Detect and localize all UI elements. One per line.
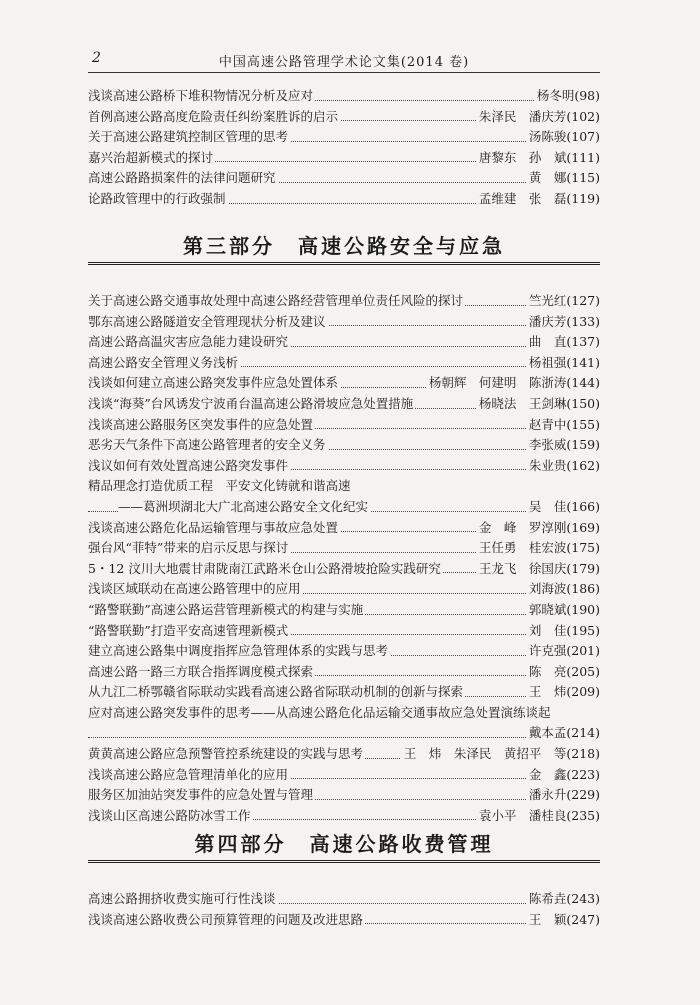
entry-title: 浅谈高速公路危化品运输管理与事故应急处置: [88, 518, 340, 539]
section-heading-4: [88, 828, 600, 862]
toc-entry[interactable]: [88, 806, 600, 827]
toc-entry[interactable]: [88, 682, 600, 703]
toc-entry[interactable]: [88, 456, 600, 477]
toc-entry[interactable]: [88, 394, 600, 415]
entry-page: (209): [566, 684, 600, 700]
entry-title: 高速公路拥挤收费实施可行性浅谈: [88, 889, 278, 910]
entry-author: 赵青中: [528, 416, 567, 432]
entry-page: (195): [566, 622, 600, 638]
entry-title: 嘉兴治超新模式的探讨: [88, 148, 215, 169]
toc-entry[interactable]: [88, 744, 600, 765]
entry-author: 王任勇 桂宏波: [478, 540, 567, 556]
entry-page: (247): [566, 911, 600, 927]
entry-author: 戴本孟: [528, 725, 567, 741]
entry-page: (111): [566, 149, 600, 165]
entry-title: 浅谈区域联动在高速公路管理中的应用: [88, 579, 303, 600]
entry-page: (133): [566, 313, 600, 329]
entry-page: (155): [566, 416, 600, 432]
entry-page: (162): [566, 457, 600, 473]
entry-author: 袁小平 潘桂良: [478, 807, 567, 823]
entry-author: 王 颖: [528, 911, 567, 927]
toc-entry[interactable]: [88, 312, 600, 333]
entry-title: 首例高速公路高度危险责任纠纷案胜诉的启示: [88, 107, 340, 128]
entry-author: 曲 直: [528, 334, 567, 350]
section-title: 第四部分 高速公路收费管理: [194, 832, 494, 856]
toc-entry[interactable]: [88, 148, 600, 169]
entry-author: 郭晓斌: [528, 601, 567, 617]
entry-title: ——葛洲坝湖北大广北高速公路安全文化纪实: [118, 497, 370, 518]
toc-entry[interactable]: [88, 641, 600, 662]
entry-title: 5・12 汶川大地震甘肃陇南江武路米仓山公路滑坡抢险实践研究: [88, 559, 443, 580]
entry-author: 竺光红: [528, 293, 567, 308]
entry-page: (235): [566, 807, 600, 823]
toc-entry[interactable]: [88, 703, 600, 724]
entry-title: 恶劣天气条件下高速公路管理者的安全义务: [88, 435, 328, 456]
toc-entry[interactable]: [88, 189, 600, 210]
entry-title: 关于高速公路建筑控制区管理的思考: [88, 127, 290, 148]
toc-entry[interactable]: [88, 291, 600, 312]
entry-author: 杨祖强: [528, 354, 567, 370]
entry-author: 王龙飞 徐国庆: [478, 560, 567, 576]
entry-author: 金 鑫: [528, 766, 567, 782]
entry-page: (175): [566, 540, 600, 556]
entry-author: 刘 佳: [528, 622, 567, 638]
entry-author: 刘海波: [528, 581, 567, 597]
entry-author: 许克强: [528, 643, 567, 659]
section-title: 第三部分 高速公路安全与应急: [183, 234, 505, 258]
entry-author: 王 炜: [528, 684, 567, 700]
entry-page: (107): [566, 129, 600, 145]
entry-page: (205): [566, 663, 600, 679]
entry-author: 孟维建 张 磊: [478, 190, 567, 206]
toc-entry[interactable]: [88, 168, 600, 189]
entry-page: (144): [566, 375, 600, 391]
entry-title: 浅谈山区高速公路防冰雪工作: [88, 806, 253, 827]
entry-title: 应对高速公路突发事件的思考——从高速公路危化品运输交通事故应急处置演练谈起: [88, 703, 553, 724]
toc-entry[interactable]: [88, 353, 600, 374]
entry-page: (98): [574, 88, 600, 103]
entry-page: (115): [566, 170, 600, 186]
page-header: [88, 50, 600, 73]
entry-page: (223): [566, 766, 600, 782]
entry-page: (214): [566, 725, 600, 741]
toc-entry[interactable]: [88, 910, 600, 931]
entry-page: (137): [566, 334, 600, 350]
entry-page: (229): [566, 787, 600, 803]
toc-entry[interactable]: [88, 538, 600, 559]
entry-title: 浅议如何有效处置高速公路突发事件: [88, 456, 290, 477]
toc-entry[interactable]: [88, 785, 600, 806]
entry-title: “路警联勤”打造平安高速管理新模式: [88, 621, 290, 642]
entry-page: (102): [566, 108, 600, 124]
entry-author: 朱业贵: [528, 457, 567, 473]
entry-title: 浅谈如何建立高速公路突发事件应急处置体系: [88, 373, 340, 394]
toc-entry[interactable]: [88, 476, 600, 497]
entry-page: (169): [566, 519, 600, 535]
entry-title: 浅谈高速公路服务区突发事件的应急处置: [88, 415, 315, 436]
entry-title: 服务区加油站突发事件的应急处置与管理: [88, 785, 315, 806]
toc-entry[interactable]: [88, 662, 600, 683]
toc-group-3: [88, 291, 600, 826]
entry-title: 浅谈高速公路桥下堆积物情况分析及应对: [88, 86, 315, 107]
entry-author: 金 峰 罗淳刚: [478, 519, 567, 535]
toc-entry[interactable]: [88, 889, 600, 910]
entry-title: 强台风“菲特”带来的启示反思与探讨: [88, 538, 290, 559]
entry-page: (159): [566, 437, 600, 453]
entry-title: 黄黄高速公路应急预警管控系统建设的实践与思考: [88, 744, 365, 765]
entry-author: 杨冬明: [536, 88, 575, 103]
entry-title: 浅谈高速公路收费公司预算管理的问题及改进思路: [88, 910, 365, 931]
entry-title: 论路政管理中的行政强制: [88, 189, 228, 210]
toc-entry[interactable]: [88, 435, 600, 456]
entry-page: (166): [566, 498, 600, 514]
toc-entry[interactable]: [88, 415, 600, 436]
toc-entry[interactable]: [88, 579, 600, 600]
entry-page: (186): [566, 581, 600, 597]
entry-author: 潘庆芳: [528, 313, 567, 329]
entry-author: 黄 娜: [528, 170, 567, 186]
entry-title: 从九江二桥鄂赣省际联动实践看高速公路省际联动机制的创新与探索: [88, 682, 465, 703]
entry-author: 潘永升: [528, 787, 567, 803]
entry-page: (141): [566, 354, 600, 370]
toc-group-1: [88, 86, 600, 210]
entry-page: (127): [566, 293, 600, 308]
entry-author: 陈 亮: [528, 663, 567, 679]
toc-entry[interactable]: [88, 723, 600, 744]
toc-entry[interactable]: [88, 373, 600, 394]
entry-page: (179): [566, 560, 600, 576]
entry-page: (190): [566, 601, 600, 617]
entry-title: 精品理念打造优质工程 平安文化铸就和谐高速: [88, 476, 353, 497]
entry-page: (150): [566, 395, 600, 411]
entry-title: 高速公路高温灾害应急能力建设研究: [88, 332, 290, 353]
entry-title: 高速公路一路三方联合指挥调度模式探索: [88, 662, 315, 683]
entry-title: 高速公路路损案件的法律问题研究: [88, 168, 278, 189]
entry-author: 李张威: [528, 437, 567, 453]
entry-title: “路警联勤”高速公路运营管理新模式的构建与实施: [88, 600, 365, 621]
entry-author: 唐黎东 孙 斌: [478, 149, 567, 165]
section-heading-3: [88, 230, 600, 264]
entry-author: 杨晓法 王剑琳: [478, 395, 567, 411]
entry-page: (243): [566, 891, 600, 906]
entry-author: 汤陈骏: [528, 129, 567, 145]
entry-title: 建立高速公路集中调度指挥应急管理体系的实践与思考: [88, 641, 390, 662]
toc-entry[interactable]: [88, 332, 600, 353]
entry-author: 陈希垚: [528, 891, 567, 906]
toc-entry[interactable]: [88, 621, 600, 642]
toc-entry[interactable]: [88, 497, 600, 518]
entry-title: 浅谈高速公路应急管理清单化的应用: [88, 765, 290, 786]
entry-page: (201): [566, 643, 600, 659]
entry-author: 朱泽民 潘庆芳: [478, 108, 567, 124]
toc-entry[interactable]: [88, 107, 600, 128]
toc-entry[interactable]: [88, 559, 600, 580]
entry-author: 王 炜 朱泽民 黄招平 等: [403, 746, 567, 762]
toc-entry[interactable]: [88, 600, 600, 621]
toc-entry[interactable]: [88, 518, 600, 539]
entry-page: (218): [566, 746, 600, 762]
entry-page: (119): [566, 190, 600, 206]
book-title: 中国高速公路管理学术论文集(2014 卷): [218, 55, 470, 70]
entry-title: 关于高速公路交通事故处理中高速公路经营管理单位责任风险的探讨: [88, 291, 465, 312]
entry-title: 浅谈“海葵”台风诱发宁波甬台温高速公路滑坡应急处置措施: [88, 394, 415, 415]
entry-title: 高速公路安全管理义务浅析: [88, 353, 240, 374]
entry-title: 鄂东高速公路隧道安全管理现状分析及建议: [88, 312, 328, 333]
page-number: 2: [92, 50, 101, 66]
toc-entry[interactable]: [88, 765, 600, 786]
entry-author: 吴 佳: [528, 498, 567, 514]
toc-group-4: [88, 889, 600, 930]
entry-author: 杨朝辉 何建明 陈浙涛: [428, 375, 567, 391]
toc-entry[interactable]: [88, 86, 600, 107]
toc-entry[interactable]: [88, 127, 600, 148]
